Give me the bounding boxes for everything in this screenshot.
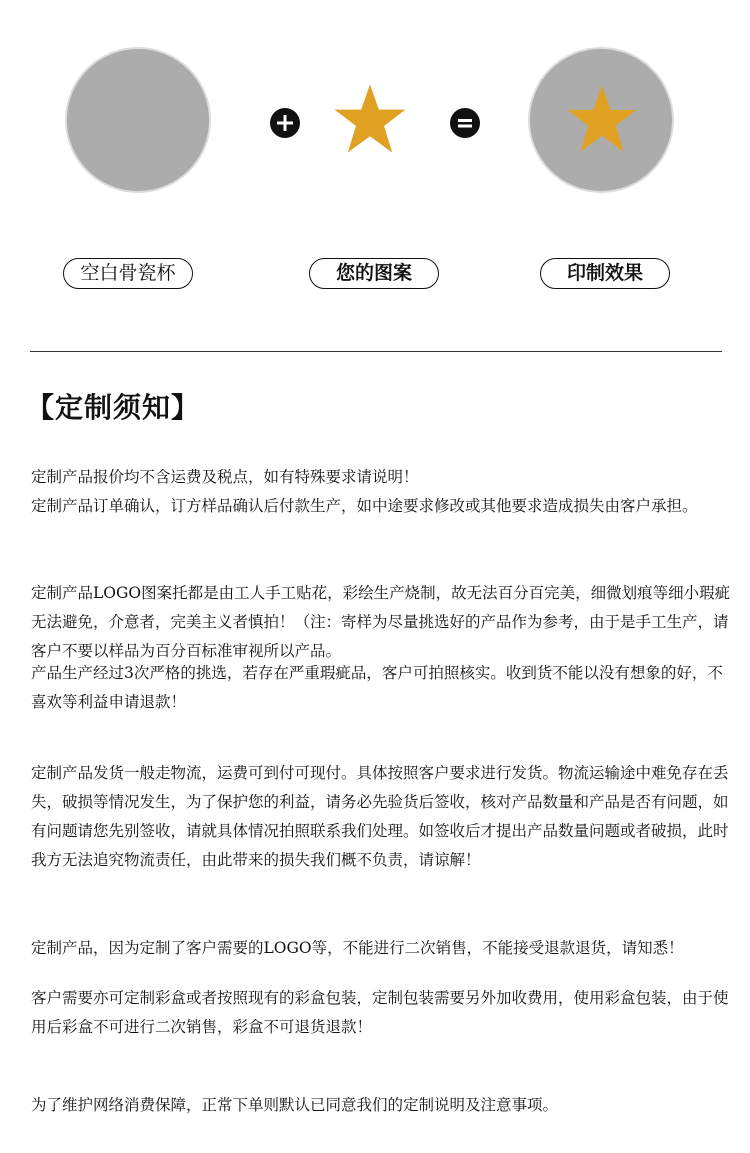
notice-paragraph: 定制产品，因为定制了客户需要的LOGO等，不能进行二次销售，不能接受退款退货，请知悉！	[31, 939, 684, 957]
blank-cup-circle	[65, 47, 211, 193]
notice-paragraph: 产品生产经过3次严格的挑选，若存在严重瑕疵品，客户可拍照核实。收到货不能以没有想象的好，不喜欢等利益申请退款！	[31, 664, 723, 711]
label-blank-cup: 空白骨瓷杯	[63, 258, 193, 289]
divider	[30, 351, 722, 352]
label-your-pattern: 您的图案	[309, 258, 439, 289]
notice-paragraph: 为了维护网络消费保障，正常下单则默认已同意我们的定制说明及注意事项。	[31, 1096, 559, 1114]
notice-paragraph: 定制产品LOGO图案托都是由工人手工贴花，彩绘生产烧制，故无法百分百完美，细微划痕等细小瑕疵无法避免，介意者，完美主义者慎拍！（注：寄样为尽量挑选好的产品作为参考，由于是手工生产，请客户不要以样品为百分百标准审视所以产品。	[31, 584, 731, 660]
notice-paragraph: 定制产品报价均不含运费及税点，如有特殊要求请说明！	[31, 468, 419, 486]
star-icon	[566, 84, 638, 153]
plus-circle-icon	[270, 108, 300, 138]
notice-paragraph: 客户需要亦可定制彩盒或者按照现有的彩盒包装，定制包装需要另外加收费用，使用彩盒包装，由于使用后彩盒不可进行二次销售，彩盒不可退货退款！	[31, 989, 729, 1036]
notice-paragraph: 定制产品发货一般走物流，运费可到付可现付。具体按照客户要求进行发货。物流运输途中难免存在丢失，破损等情况发生，为了保护您的利益，请务必先验货后签收，核对产品数量和产品是否有问题，如有问题请您先别签收，请就具体情况拍照联系我们处理。如签收后才提出产品数量问题或者破损，此时我方无法追究物流责任，由此带来的损失我们概不负责，请谅解！	[31, 764, 729, 869]
star-icon	[333, 83, 407, 154]
equals-circle-icon	[450, 108, 480, 138]
notice-paragraph: 定制产品订单确认，订方样品确认后付款生产，如中途要求修改或其他要求造成损失由客户承担。	[31, 497, 698, 515]
label-print-result: 印制效果	[540, 258, 670, 289]
notice-title: 【定制须知】	[26, 391, 201, 424]
